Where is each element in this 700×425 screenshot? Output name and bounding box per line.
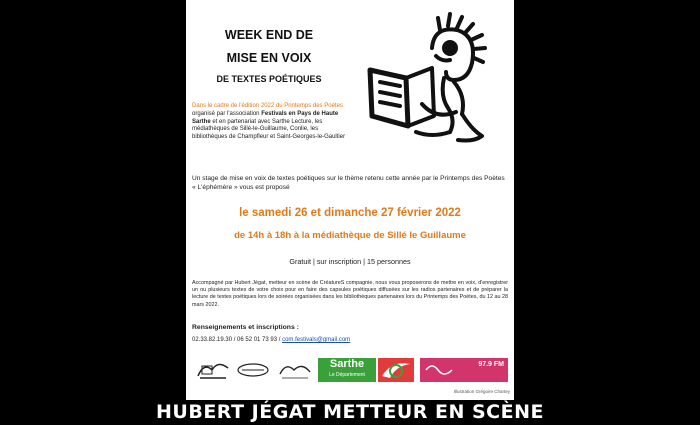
intro-paragraph	[192, 103, 352, 142]
stage-description: Un stage de mise en voix de textes poétiques sur le thème retenu cette année par le Printemps des Poètes « L'éphémère » vous est proposé	[192, 175, 505, 191]
reading-creature-illustration	[362, 8, 498, 148]
contact-phones: 02.33.82.19.30 / 06 52 01 73 93 /	[192, 337, 283, 343]
event-dates: le samedi 26 et dimanche 27 février 2022	[239, 207, 461, 219]
pays-haute-sarthe-logo-icon	[276, 358, 314, 382]
caption-banner: HUBERT JÉGAT METTEUR EN SCÈNE	[156, 401, 544, 423]
sarthe-logo	[318, 358, 376, 382]
radio-logo	[420, 358, 508, 382]
poster-title-line2: MISE EN VOIX	[226, 51, 312, 65]
intro-highlight: Dans le cadre de l'édition 2022 du Printemps des Poètes	[192, 103, 343, 109]
creatures-logo-icon	[236, 358, 270, 382]
radio-wave-icon	[424, 362, 454, 378]
event-poster	[186, 0, 514, 400]
contact-heading: Renseignements et inscriptions :	[192, 324, 299, 331]
contact-email-link[interactable]: com.festivals@gmail.com	[282, 337, 351, 343]
intro-text-1: organisé par l'association	[192, 110, 262, 117]
poster-title-line3: DE TEXTES POÉTIQUES	[216, 74, 322, 84]
event-terms: Gratuit | sur inscription | 15 personnes	[289, 257, 411, 266]
partner-logos	[192, 356, 510, 384]
sarthe-swoosh-icon	[378, 358, 414, 382]
poster-title-line1: WEEK END DE	[224, 28, 314, 42]
event-place: de 14h à 18h à la médiathèque de Sillé le Guillaume	[234, 230, 466, 241]
sarthe-logo-sub: Le Département	[329, 372, 365, 378]
festival-logo-icon	[196, 358, 230, 382]
sarthe-logo-name: Sarthe	[329, 358, 365, 370]
intro-organizer: Festivals en Pays de Haute Sarthe	[192, 110, 339, 125]
radio-frequency: 97.9 FM	[478, 361, 504, 368]
intro-text-2: et en partenariat avec Sarthe Lecture, les médiathèques de Sillé-le-Guillaume, Conlie, les bibliothèques de Champfleur et Saint-Georges-le-Gaultier	[192, 118, 346, 141]
illustration-credit: Illustration Grégoire Chartey	[453, 389, 510, 394]
contact-line	[192, 337, 350, 343]
event-details: Accompagné par Hubert Jégat, metteur en scène de CréatureS compagnie, nous vous proposerons de mettre en voix, d'enregistrer un ou plusieurs textes de votre choix pour en faire des capsules poétiques diffusées sur les radios partenaires et de préparer la lecture de textes poétiques lors de soirées organisées dans les bibliothèques partenaires lors du Printemps des Poètes, du 12 au 28 mars 2022.	[192, 280, 508, 308]
